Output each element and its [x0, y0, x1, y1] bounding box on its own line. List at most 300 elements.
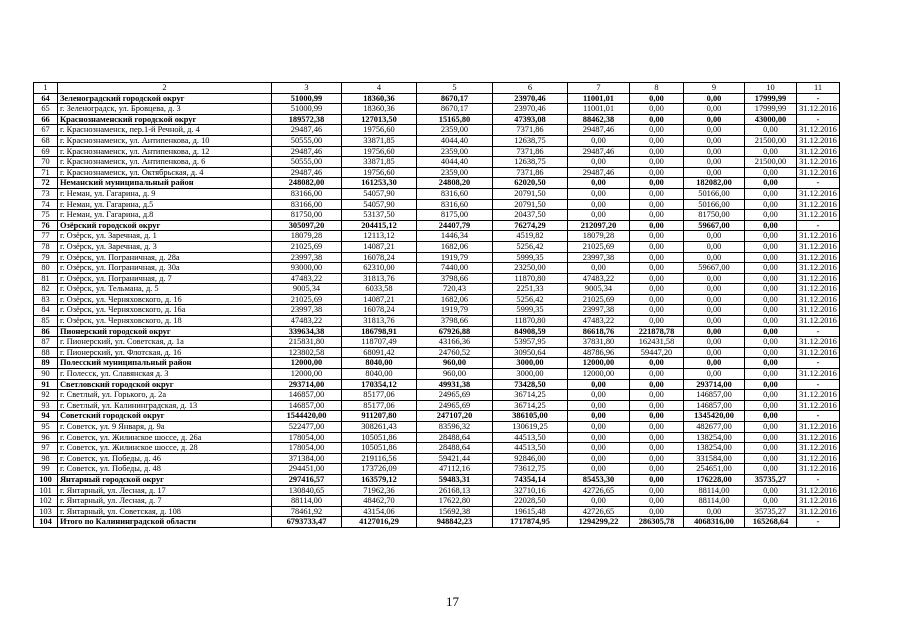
- table-cell: 88114,00: [684, 496, 745, 507]
- table-cell: 48786,96: [568, 347, 630, 358]
- table-cell: 127013,50: [342, 114, 417, 125]
- table-cell: 83: [34, 294, 58, 305]
- table-cell: 14087,21: [342, 294, 417, 305]
- table-cell: 74: [34, 199, 58, 210]
- table-cell: 36714,25: [493, 400, 568, 411]
- table-cell: 0,00: [745, 294, 797, 305]
- table-cell: 31.12.2016: [797, 231, 840, 242]
- table-row-total: [34, 411, 840, 422]
- table-cell: 31.12.2016: [797, 496, 840, 507]
- table-cell: 21025,69: [568, 294, 630, 305]
- table-cell: 0,00: [684, 125, 745, 136]
- table-cell: 0,00: [630, 485, 684, 496]
- table-cell: 20791,50: [493, 188, 568, 199]
- table-cell: 29487,46: [568, 167, 630, 178]
- table-cell: 247107,20: [417, 411, 493, 422]
- table-row-total: [34, 379, 840, 390]
- table-cell: 23970,46: [493, 93, 568, 104]
- row-name-cell: г. Советск, ул. Победы, д. 48: [58, 464, 272, 475]
- table-row: [34, 104, 840, 115]
- table-row: [34, 453, 840, 464]
- table-cell: 138254,00: [684, 432, 745, 443]
- table-cell: 0,00: [745, 231, 797, 242]
- table-cell: 31.12.2016: [797, 347, 840, 358]
- header-cell: 6: [493, 83, 568, 94]
- table-cell: 32710,16: [493, 485, 568, 496]
- table-cell: 0,00: [630, 157, 684, 168]
- table-cell: 81750,00: [272, 210, 342, 221]
- table-cell: 0,00: [630, 241, 684, 252]
- table-cell: 130619,25: [493, 422, 568, 433]
- table-cell: 138254,00: [684, 443, 745, 454]
- table-cell: 59483,31: [417, 474, 493, 485]
- row-name-cell: г. Полесск, ул. Славянская д. 3: [58, 369, 272, 380]
- table-cell: 386105,00: [493, 411, 568, 422]
- table-cell: 81750,00: [684, 210, 745, 221]
- table-cell: 105051,86: [342, 443, 417, 454]
- table-cell: 0,00: [630, 146, 684, 157]
- table-cell: 8175,00: [417, 210, 493, 221]
- table-cell: 21025,69: [568, 241, 630, 252]
- table-cell: 0,00: [630, 379, 684, 390]
- table-row: [34, 485, 840, 496]
- table-cell: 100: [34, 474, 58, 485]
- table-cell: 66: [34, 114, 58, 125]
- table-cell: 24808,20: [417, 178, 493, 189]
- table-cell: 7371,86: [493, 167, 568, 178]
- table-row: [34, 464, 840, 475]
- table-row: [34, 369, 840, 380]
- table-cell: 0,00: [745, 432, 797, 443]
- table-cell: 130840,65: [272, 485, 342, 496]
- table-cell: 67926,88: [417, 326, 493, 337]
- table-cell: 33871,85: [342, 157, 417, 168]
- table-cell: 87: [34, 337, 58, 348]
- table-cell: 0,00: [745, 241, 797, 252]
- row-name-cell: г. Неман, ул. Гагарина, д.8: [58, 210, 272, 221]
- table-cell: 22028,50: [493, 496, 568, 507]
- table-cell: 0,00: [745, 379, 797, 390]
- table-cell: 50166,00: [684, 188, 745, 199]
- row-name-cell: г. Озёрск, ул. Пограничная, д. 30а: [58, 263, 272, 274]
- table-cell: 305097,20: [272, 220, 342, 231]
- table-cell: 29487,46: [272, 146, 342, 157]
- table-cell: 43166,36: [417, 337, 493, 348]
- table-cell: 0,00: [684, 157, 745, 168]
- table-row-total: [34, 93, 840, 104]
- table-cell: 47112,16: [417, 464, 493, 475]
- table-row-total: [34, 178, 840, 189]
- table-cell: 0,00: [568, 432, 630, 443]
- table-cell: 0,00: [745, 443, 797, 454]
- table-cell: 73428,50: [493, 379, 568, 390]
- table-cell: 0,00: [745, 146, 797, 157]
- table-cell: 0,00: [745, 188, 797, 199]
- row-name-cell: г. Советск, ул. Жилинское шоссе, д. 28: [58, 443, 272, 454]
- table-cell: 31.12.2016: [797, 294, 840, 305]
- table-cell: 1544420,00: [272, 411, 342, 422]
- table-cell: 33871,85: [342, 135, 417, 146]
- table-cell: 0,00: [684, 104, 745, 115]
- table-cell: 3798,66: [417, 273, 493, 284]
- table-row: [34, 167, 840, 178]
- table-cell: 6793733,47: [272, 517, 342, 528]
- row-name-cell: Зеленоградский городской округ: [58, 93, 272, 104]
- row-name-cell: Пионерский городской округ: [58, 326, 272, 337]
- table-cell: 0,00: [745, 411, 797, 422]
- table-cell: 28488,64: [417, 432, 493, 443]
- table-cell: 18360,36: [342, 93, 417, 104]
- table-cell: 0,00: [630, 422, 684, 433]
- table-cell: 31.12.2016: [797, 263, 840, 274]
- table-cell: 1345420,00: [684, 411, 745, 422]
- table-row-total: [34, 474, 840, 485]
- table-cell: 9005,34: [568, 284, 630, 295]
- table-cell: 1682,06: [417, 241, 493, 252]
- header-cell: 11: [797, 83, 840, 94]
- table-cell: 42726,65: [568, 485, 630, 496]
- table-cell: 0,00: [630, 167, 684, 178]
- table-cell: 31.12.2016: [797, 210, 840, 221]
- table-row-total: [34, 358, 840, 369]
- table-cell: 0,00: [568, 453, 630, 464]
- table-cell: 18079,28: [568, 231, 630, 242]
- table-cell: 31.12.2016: [797, 284, 840, 295]
- table-cell: 0,00: [568, 379, 630, 390]
- table-cell: 71962,36: [342, 485, 417, 496]
- table-cell: 0,00: [745, 252, 797, 263]
- table-cell: 4127016,29: [342, 517, 417, 528]
- table-cell: 91: [34, 379, 58, 390]
- table-cell: 50555,00: [272, 135, 342, 146]
- table-cell: 1919,79: [417, 252, 493, 263]
- table-row: [34, 188, 840, 199]
- row-name-cell: г. Пионерский, ул. Советская, д. 1а: [58, 337, 272, 348]
- header-cell: 4: [342, 83, 417, 94]
- table-cell: 0,00: [745, 453, 797, 464]
- table-row: [34, 316, 840, 327]
- table-cell: 221878,78: [630, 326, 684, 337]
- table-cell: 81: [34, 273, 58, 284]
- table-cell: 7371,86: [493, 146, 568, 157]
- table-cell: 4044,40: [417, 135, 493, 146]
- table-cell: 2251,33: [493, 284, 568, 295]
- table-cell: 0,00: [745, 316, 797, 327]
- table-cell: 8316,60: [417, 199, 493, 210]
- table-cell: 0,00: [568, 443, 630, 454]
- table-cell: 0,00: [630, 316, 684, 327]
- table-cell: 49931,38: [417, 379, 493, 390]
- row-name-cell: г. Озёрск, ул. Пограничная, д. 28а: [58, 252, 272, 263]
- table-cell: 47483,22: [568, 316, 630, 327]
- table-cell: 5256,42: [493, 241, 568, 252]
- row-name-cell: г. Советск, ул. Победы, д. 46: [58, 453, 272, 464]
- table-cell: 146857,00: [684, 400, 745, 411]
- table-cell: 20791,50: [493, 199, 568, 210]
- table-cell: 0,00: [745, 326, 797, 337]
- table-cell: 0,00: [568, 411, 630, 422]
- table-cell: 12113,12: [342, 231, 417, 242]
- table-cell: 0,00: [630, 178, 684, 189]
- table-cell: 0,00: [745, 273, 797, 284]
- table-cell: 31.12.2016: [797, 453, 840, 464]
- table-cell: 0,00: [630, 199, 684, 210]
- table-cell: 50166,00: [684, 199, 745, 210]
- table-cell: -: [797, 93, 840, 104]
- table-cell: 0,00: [630, 411, 684, 422]
- table-cell: 6033,58: [342, 284, 417, 295]
- table-cell: -: [797, 379, 840, 390]
- table-header-row: [34, 83, 840, 94]
- table-cell: 31.12.2016: [797, 369, 840, 380]
- table-cell: 8670,17: [417, 104, 493, 115]
- table-cell: 0,00: [684, 252, 745, 263]
- table-cell: 14087,21: [342, 241, 417, 252]
- table-cell: 76274,29: [493, 220, 568, 231]
- table-cell: 47483,22: [272, 273, 342, 284]
- table-cell: 331584,00: [684, 453, 745, 464]
- table-cell: 31.12.2016: [797, 188, 840, 199]
- table-cell: 173726,09: [342, 464, 417, 475]
- table-cell: 93000,00: [272, 263, 342, 274]
- table-cell: 31.12.2016: [797, 146, 840, 157]
- table-cell: 76: [34, 220, 58, 231]
- table-cell: 0,00: [745, 199, 797, 210]
- table-cell: 1919,79: [417, 305, 493, 316]
- table-cell: 0,00: [630, 474, 684, 485]
- table-cell: 44513,50: [493, 432, 568, 443]
- table-cell: 17999,99: [745, 93, 797, 104]
- table-cell: 0,00: [745, 496, 797, 507]
- table-cell: 0,00: [630, 135, 684, 146]
- table-cell: 30950,64: [493, 347, 568, 358]
- row-name-cell: г. Краснознаменск, ул. Антипенкова, д. 12: [58, 146, 272, 157]
- table-cell: 0,00: [568, 135, 630, 146]
- table-cell: 18360,36: [342, 104, 417, 115]
- table-cell: 0,00: [568, 422, 630, 433]
- table-cell: -: [797, 326, 840, 337]
- table-cell: 1717874,95: [493, 517, 568, 528]
- table-cell: 0,00: [745, 347, 797, 358]
- table-cell: -: [797, 220, 840, 231]
- row-name-cell: Краснознаменский городской округ: [58, 114, 272, 125]
- table-row: [34, 146, 840, 157]
- table-cell: 0,00: [684, 347, 745, 358]
- table-cell: 0,00: [684, 241, 745, 252]
- row-name-cell: Светловский городской округ: [58, 379, 272, 390]
- table-cell: 0,00: [684, 316, 745, 327]
- table-cell: 17999,99: [745, 104, 797, 115]
- table-cell: 79: [34, 252, 58, 263]
- table-cell: 0,00: [630, 400, 684, 411]
- table-cell: 5999,35: [493, 305, 568, 316]
- row-name-cell: г. Янтарный, ул. Лесная, д. 17: [58, 485, 272, 496]
- table-cell: 24965,69: [417, 390, 493, 401]
- table-cell: 0,00: [630, 390, 684, 401]
- table-cell: 0,00: [630, 305, 684, 316]
- table-cell: 0,00: [630, 231, 684, 242]
- table-cell: 0,00: [745, 390, 797, 401]
- table-cell: 11001,01: [568, 104, 630, 115]
- row-name-cell: г. Светлый, ул. Горького, д. 2а: [58, 390, 272, 401]
- table-cell: 62310,00: [342, 263, 417, 274]
- table-cell: 82: [34, 284, 58, 295]
- row-name-cell: Советский городской округ: [58, 411, 272, 422]
- table-cell: 95: [34, 422, 58, 433]
- row-name-cell: г. Советск, ул. 9 Января, д. 9а: [58, 422, 272, 433]
- table-cell: -: [797, 411, 840, 422]
- table-cell: 0,00: [684, 273, 745, 284]
- table-row: [34, 496, 840, 507]
- table-cell: 84: [34, 305, 58, 316]
- table-cell: 254651,00: [684, 464, 745, 475]
- table-cell: 0,00: [684, 326, 745, 337]
- table-cell: 47483,22: [568, 273, 630, 284]
- table-cell: 35735,27: [745, 474, 797, 485]
- table-cell: 83166,00: [272, 199, 342, 210]
- table-cell: 29487,46: [272, 167, 342, 178]
- table-cell: 0,00: [630, 93, 684, 104]
- table-cell: 212097,20: [568, 220, 630, 231]
- table-cell: 182082,00: [684, 178, 745, 189]
- table-cell: 21025,69: [272, 294, 342, 305]
- table-cell: 31.12.2016: [797, 485, 840, 496]
- table-cell: 8316,60: [417, 188, 493, 199]
- table-cell: 0,00: [684, 294, 745, 305]
- table-cell: 53137,50: [342, 210, 417, 221]
- table-cell: 88: [34, 347, 58, 358]
- table-cell: 84908,59: [493, 326, 568, 337]
- header-cell: 9: [684, 83, 745, 94]
- table-cell: 176228,00: [684, 474, 745, 485]
- table-cell: 50555,00: [272, 157, 342, 168]
- table-cell: -: [797, 358, 840, 369]
- table-cell: 0,00: [568, 199, 630, 210]
- table-cell: 42726,65: [568, 506, 630, 517]
- table-cell: 186798,91: [342, 326, 417, 337]
- table-cell: 31.12.2016: [797, 443, 840, 454]
- row-name-cell: Янтарный городской округ: [58, 474, 272, 485]
- table-row: [34, 347, 840, 358]
- row-name-cell: г. Янтарный, ул. Лесная, д. 7: [58, 496, 272, 507]
- table-cell: 75: [34, 210, 58, 221]
- table-cell: 146857,00: [272, 400, 342, 411]
- table-cell: 0,00: [745, 305, 797, 316]
- table-cell: 28488,64: [417, 443, 493, 454]
- header-cell: 7: [568, 83, 630, 94]
- table-cell: 165268,64: [745, 517, 797, 528]
- table-cell: 1294299,22: [568, 517, 630, 528]
- table-cell: 64: [34, 93, 58, 104]
- table-cell: 90: [34, 369, 58, 380]
- table-cell: 12000,00: [568, 369, 630, 380]
- table-cell: 0,00: [745, 337, 797, 348]
- table-cell: 88114,00: [272, 496, 342, 507]
- table-cell: -: [797, 517, 840, 528]
- table-cell: 74354,14: [493, 474, 568, 485]
- table-cell: 68: [34, 135, 58, 146]
- table-cell: 83166,00: [272, 188, 342, 199]
- table-row: [34, 252, 840, 263]
- table-row: [34, 432, 840, 443]
- table-cell: 1446,34: [417, 231, 493, 242]
- table-cell: 83596,32: [417, 422, 493, 433]
- table-cell: 15692,38: [417, 506, 493, 517]
- table-cell: 3798,66: [417, 316, 493, 327]
- row-name-cell: Полесский муниципальный район: [58, 358, 272, 369]
- row-name-cell: г. Неман, ул. Гагарина, д.5: [58, 199, 272, 210]
- table-cell: 0,00: [630, 496, 684, 507]
- table-cell: 48462,70: [342, 496, 417, 507]
- table-row: [34, 506, 840, 517]
- row-name-cell: г. Озёрск, ул. Черняховского, д. 16: [58, 294, 272, 305]
- table-cell: 12000,00: [272, 369, 342, 380]
- table-cell: 163579,12: [342, 474, 417, 485]
- table-cell: 73612,75: [493, 464, 568, 475]
- table-cell: 23997,38: [272, 305, 342, 316]
- table-cell: 0,00: [630, 114, 684, 125]
- table-cell: 54057,90: [342, 188, 417, 199]
- table-cell: 522477,00: [272, 422, 342, 433]
- table-cell: 16078,24: [342, 305, 417, 316]
- table-cell: 24760,52: [417, 347, 493, 358]
- table-cell: 0,00: [568, 464, 630, 475]
- table-cell: 0,00: [568, 400, 630, 411]
- page-number: 17: [446, 594, 459, 609]
- row-name-cell: г. Янтарный, ул. Советская, д. 108: [58, 506, 272, 517]
- table-cell: 29487,46: [272, 125, 342, 136]
- table-row: [34, 273, 840, 284]
- table-cell: 0,00: [745, 210, 797, 221]
- table-cell: 5999,35: [493, 252, 568, 263]
- table-cell: 101: [34, 485, 58, 496]
- table-cell: 31.12.2016: [797, 125, 840, 136]
- table-cell: 31.12.2016: [797, 390, 840, 401]
- table-cell: 31.12.2016: [797, 337, 840, 348]
- table-cell: 0,00: [630, 220, 684, 231]
- table-cell: -: [797, 114, 840, 125]
- table-cell: 31.12.2016: [797, 241, 840, 252]
- table-cell: 85177,06: [342, 390, 417, 401]
- table-row: [34, 337, 840, 348]
- header-cell: 3: [272, 83, 342, 94]
- table-cell: 47393,08: [493, 114, 568, 125]
- table-cell: 0,00: [684, 358, 745, 369]
- table-row: [34, 284, 840, 295]
- table-cell: 189572,38: [272, 114, 342, 125]
- table-cell: 31.12.2016: [797, 252, 840, 263]
- table-cell: 0,00: [684, 506, 745, 517]
- table-cell: 85: [34, 316, 58, 327]
- table-cell: 0,00: [684, 231, 745, 242]
- table-cell: 23997,38: [568, 252, 630, 263]
- header-cell: 1: [34, 83, 58, 94]
- table-cell: 71: [34, 167, 58, 178]
- table-cell: 68091,42: [342, 347, 417, 358]
- table-cell: 92: [34, 390, 58, 401]
- table-cell: 31.12.2016: [797, 464, 840, 475]
- table-cell: 98: [34, 453, 58, 464]
- table-cell: 0,00: [630, 369, 684, 380]
- row-name-cell: г. Пионерский, ул. Флотская, д. 16: [58, 347, 272, 358]
- table-cell: 19756,60: [342, 146, 417, 157]
- table-cell: 31.12.2016: [797, 104, 840, 115]
- table-cell: 54057,90: [342, 199, 417, 210]
- table-cell: -: [797, 178, 840, 189]
- table-cell: 105051,86: [342, 432, 417, 443]
- table-cell: 0,00: [684, 167, 745, 178]
- table-row: [34, 263, 840, 274]
